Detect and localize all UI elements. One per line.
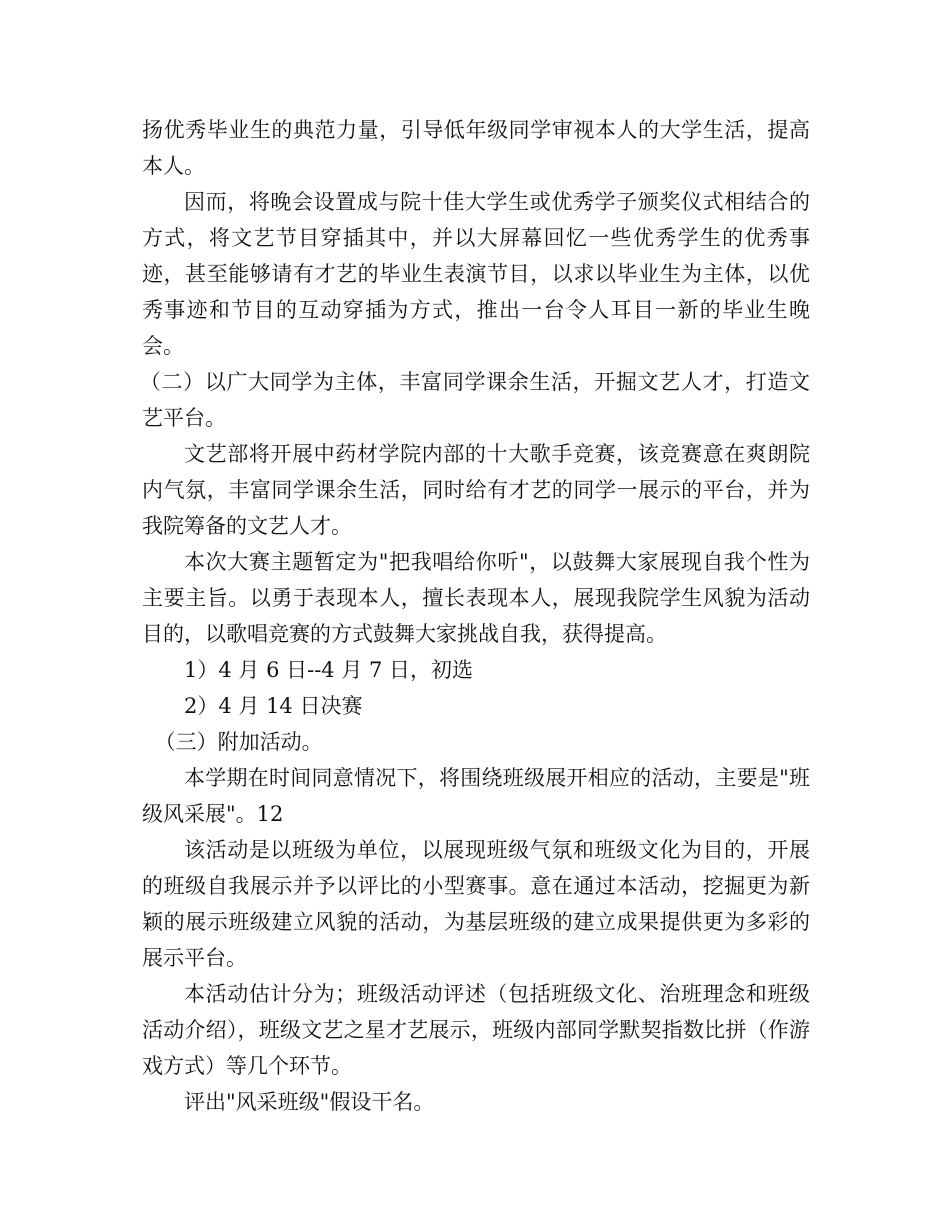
paragraph-3: 文艺部将开展中药材学院内部的十大歌手竞赛，该竞赛意在爽朗院内气氛，丰富同学课余生活，同时给有才艺的同学一展示的平台，并为我院筹备的文艺人才。 <box>142 442 810 538</box>
schedule-item-1: 1）4 月 6 日--4 月 7 日，初选 <box>184 658 474 682</box>
section-heading-2: （二）以广大同学为主体，丰富同学课余生活，开掘文艺人才，打造文艺平台。 <box>139 370 810 430</box>
paragraph-8: 评出"风采班级"假设干名。 <box>184 1090 435 1114</box>
document-body <box>139 112 810 1120</box>
paragraph-7: 本活动估计分为；班级活动评述（包括班级文化、治班理念和班级活动介绍），班级文艺之星才艺展示，班级内部同学默契指数比拼（作游戏方式）等几个环节。 <box>142 982 810 1078</box>
section-heading-3: （三）附加活动。 <box>154 730 323 754</box>
paragraph-4: 本次大赛主题暂定为"把我唱给你听"，以鼓舞大家展现自我个性为主要主旨。以勇于表现本人，擅长表现本人，展现我院学生风貌为活动目的，以歌唱竞赛的方式鼓舞大家挑战自我，获得提高。 <box>142 550 810 646</box>
paragraph-1: 扬优秀毕业生的典范力量，引导低年级同学审视本人的大学生活，提高本人。 <box>142 118 810 178</box>
paragraph-5: 本学期在时间同意情况下，将围绕班级展开相应的活动，主要是"班级风采展"。12 <box>142 766 810 826</box>
paragraph-2: 因而，将晚会设置成与院十佳大学生或优秀学子颁奖仪式相结合的方式，将文艺节目穿插其中，并以大屏幕回忆一些优秀学生的优秀事迹，甚至能够请有才艺的毕业生表演节目，以求以毕业生为主体，以优秀事迹和节目的互动穿插为方式，推出一台令人耳目一新的毕业生晚会。 <box>142 190 810 358</box>
schedule-item-2: 2）4 月 14 日决赛 <box>184 694 363 718</box>
paragraph-6: 该活动是以班级为单位，以展现班级气氛和班级文化为目的，开展的班级自我展示并予以评比的小型赛事。意在通过本活动，挖掘更为新颖的展示班级建立风貌的活动，为基层班级的建立成果提供更为多彩的展示平台。 <box>142 838 810 970</box>
